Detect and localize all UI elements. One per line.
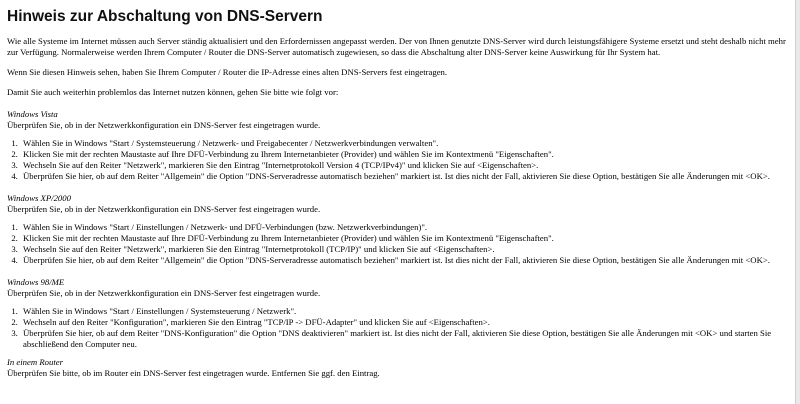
step-item: 1. Wählen Sie in Windows "Start / Einstellungen / Netzwerk- und DFÜ-Verbindungen (bzw. Netzwerkverbindungen)". [20,222,793,233]
section-title: In einem Router [7,357,63,367]
section-windows-xp-2000 [7,193,793,266]
steps-list [7,222,793,266]
intro-paragraph: Wie alle Systeme im Internet müssen auch Server ständig aktualisiert und den Erfordernissen angepasst werden. Der von Ihnen genutzte DNS-Server wird durch leistungsfähigere Systeme ersetzt und steht deshalb nicht mehr zur Verfügung. Normalerweise werden Ihrem Computer / Router die DNS-Server automatisch zugewiesen, so dass die Abschaltung alter DNS-Server keine Auswirkung für Ihr System hat. [7,36,786,57]
section-router [7,357,793,379]
step-item: 1. Wählen Sie in Windows "Start / Systemsteuerung / Netzwerk- und Freigabecenter / Netzwerkverbindungen verwalten". [20,138,793,149]
section-subtitle: Überprüfen Sie, ob in der Netzwerkkonfiguration ein DNS-Server fest eingetragen wurde. [7,288,321,298]
step-item: 1. Wählen Sie in Windows "Start / Einstellungen / Systemsteuerung / Netzwerk". [20,306,793,317]
section-subtitle: Überprüfen Sie, ob in der Netzwerkkonfiguration ein DNS-Server fest eingetragen wurde. [7,204,321,214]
step-item: 3. Überprüfen Sie hier, ob auf dem Reiter "DNS-Konfiguration" die Option "DNS deaktivieren" markiert ist. Ist dies nicht der Fall, aktivieren Sie diese Option, bestätigen Sie alle Änderungen mit <OK> und starten Sie abschließend den Computer neu. [20,328,793,350]
step-item: 2. Klicken Sie mit der rechten Maustaste auf Ihre DFÜ-Verbindung zu Ihrem Internetanbieter (Provider) und wählen Sie im Kontextmenü "Eigenschaften". [20,149,793,160]
section-windows-98-me [7,277,793,350]
step-item: 3. Wechseln Sie auf den Reiter "Netzwerk", markieren Sie den Eintrag "Internetprotokoll (TCP/IP)" und klicken Sie auf <Eigenschaften>. [20,244,793,255]
section-title: Windows XP/2000 [7,193,71,203]
steps-list [7,306,793,350]
step-item: 4. Überprüfen Sie hier, ob auf dem Reiter "Allgemein" die Option "DNS-Serveradresse automatisch beziehen" markiert ist. Ist dies nicht der Fall, aktivieren Sie diese Option, bestätigen Sie alle Änderungen mit <OK>. [20,255,793,266]
section-windows-vista [7,109,793,182]
section-title: Windows Vista [7,109,58,119]
step-item: 4. Überprüfen Sie hier, ob auf dem Reiter "Allgemein" die Option "DNS-Serveradresse automatisch beziehen" markiert ist. Ist dies nicht der Fall, aktivieren Sie diese Option, bestätigen Sie alle Änderungen mit <OK>. [20,171,793,182]
step-item: 2. Klicken Sie mit der rechten Maustaste auf Ihre DFÜ-Verbindung zu Ihrem Internetanbieter (Provider) und wählen Sie im Kontextmenü "Eigenschaften". [20,233,793,244]
section-title: Windows 98/ME [7,277,65,287]
section-subtitle: Überprüfen Sie, ob in der Netzwerkkonfiguration ein DNS-Server fest eingetragen wurde. [7,120,321,130]
step-item: 3. Wechseln Sie auf den Reiter "Netzwerk", markieren Sie den Eintrag "Internetprotokoll Version 4 (TCP/IPv4)" und klicken Sie auf <Eigenschaften>. [20,160,793,171]
page-content [7,0,793,379]
steps-list [7,138,793,182]
section-text: Überprüfen Sie bitte, ob im Router ein DNS-Server fest eingetragen wurde. Entfernen Sie ggf. den Eintrag. [7,368,380,378]
proceed-paragraph: Damit Sie auch weiterhin problemlos das Internet nutzen können, gehen Sie bitte wie folgt vor: [7,87,339,97]
hint-paragraph: Wenn Sie diesen Hinweis sehen, haben Sie Ihrem Computer / Router die IP-Adresse eines alten DNS-Servers fest eingetragen. [7,67,448,77]
scrollbar-edge[interactable] [795,0,800,404]
page-title: Hinweis zur Abschaltung von DNS-Servern [7,8,323,25]
step-item: 2. Wechseln auf den Reiter "Konfiguration", markieren Sie den Eintrag "TCP/IP -> DFÜ-Adapter" und klicken Sie auf <Eigenschaften>. [20,317,793,328]
